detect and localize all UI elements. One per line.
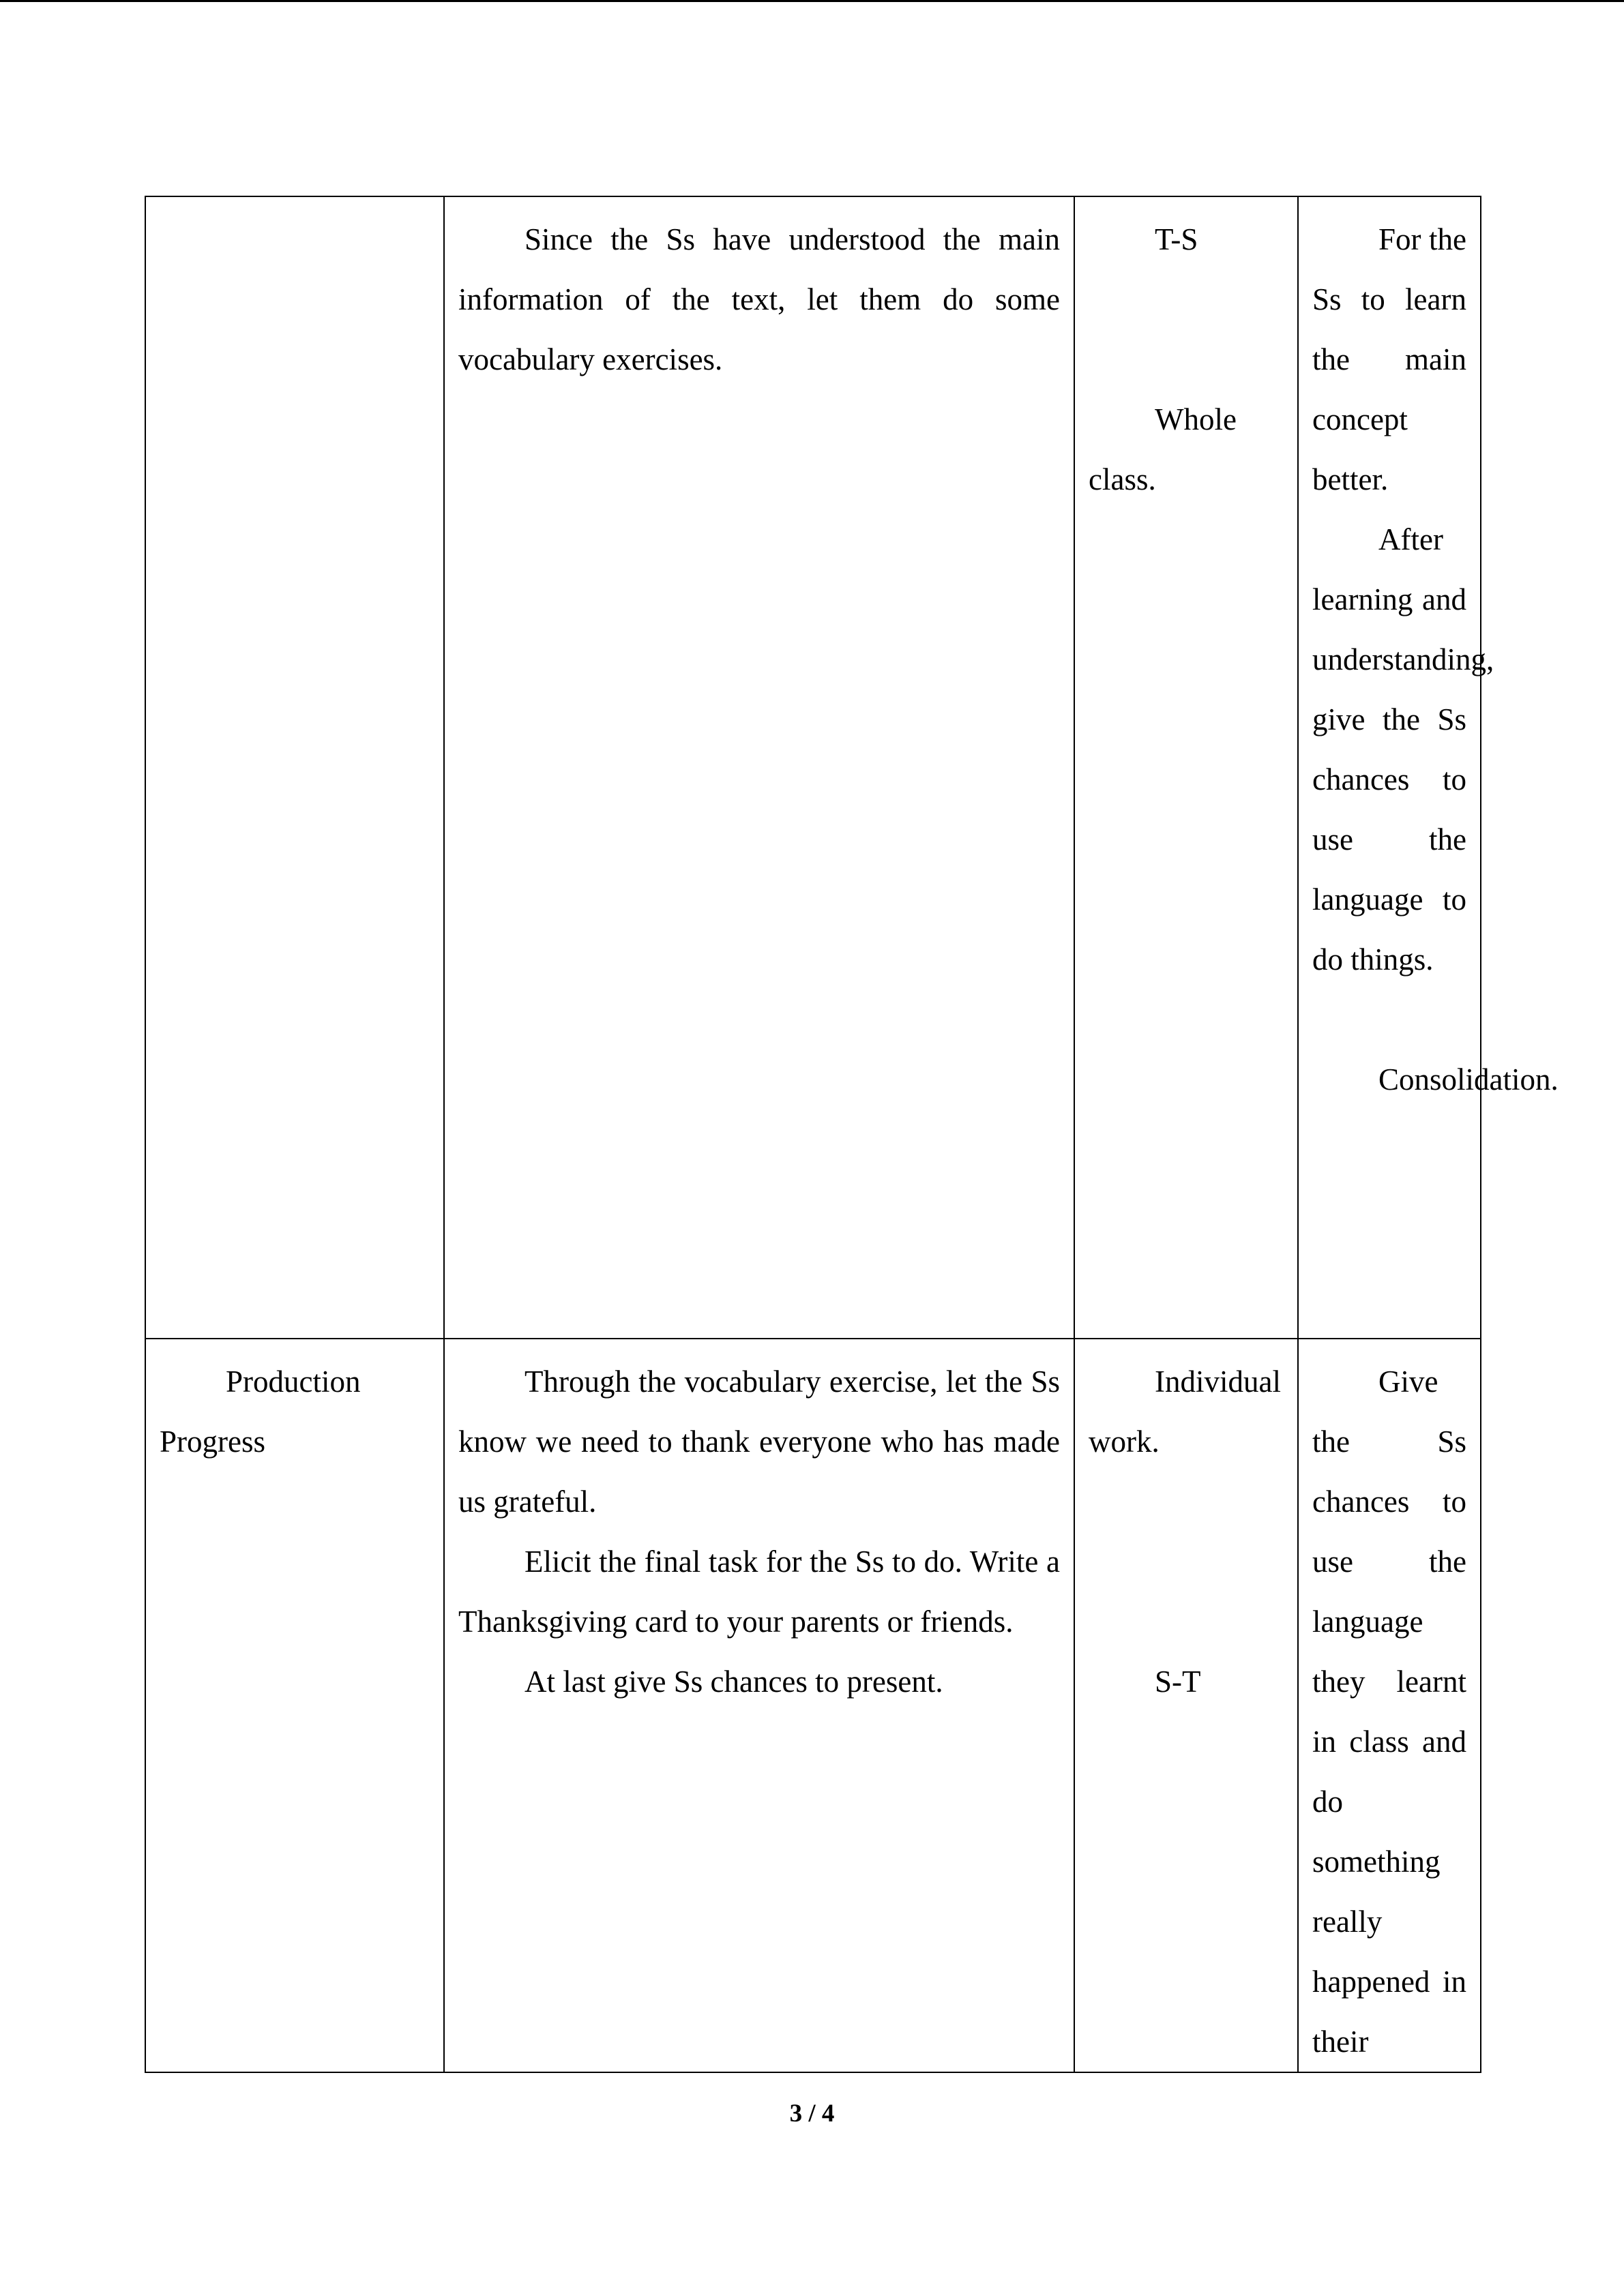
procedure-text: Since the Ss have understood the main information of the text, let them do some vocabulary exercises. bbox=[458, 222, 1060, 376]
procedures-cell bbox=[444, 1339, 1074, 2072]
cell-spacer bbox=[1089, 1472, 1284, 1652]
table-row bbox=[145, 196, 1481, 1339]
purpose-text: Consolidation. bbox=[1378, 1062, 1559, 1097]
stage-label: Production Progress bbox=[160, 1365, 361, 1459]
purpose-text: After learning and understanding, give the Ss chances to use the language to do things. bbox=[1312, 522, 1494, 976]
stage-cell bbox=[145, 196, 444, 1339]
interaction-cell bbox=[1074, 196, 1298, 1339]
lesson-plan-table bbox=[145, 196, 1559, 2073]
purpose-cell bbox=[1298, 1339, 1481, 2072]
procedure-text: At last give Ss chances to present. bbox=[525, 1665, 943, 1699]
interaction-text: Individual work. bbox=[1089, 1365, 1281, 1459]
procedure-text: Elicit the final task for the Ss to do. Write a Thanksgiving card to your parents or friends. bbox=[458, 1545, 1060, 1639]
interaction-cell bbox=[1074, 1339, 1298, 2072]
table-row bbox=[145, 1339, 1481, 2072]
purpose-cell bbox=[1298, 196, 1559, 1339]
interaction-text: T-S bbox=[1155, 222, 1198, 256]
stage-cell bbox=[145, 1339, 444, 2072]
interaction-text: S-T bbox=[1155, 1665, 1201, 1699]
purpose-text: For the Ss to learn the main concept better. bbox=[1312, 222, 1466, 496]
purpose-text: Give the Ss chances to use the language they learnt in class and do something really happened in their bbox=[1312, 1365, 1466, 2059]
top-border-line bbox=[0, 0, 1624, 2]
cell-spacer bbox=[1089, 269, 1284, 389]
cell-spacer bbox=[1312, 989, 1466, 1049]
procedures-cell bbox=[444, 196, 1074, 1339]
interaction-text: Whole class. bbox=[1089, 402, 1237, 496]
procedure-text: Through the vocabulary exercise, let the Ss know we need to thank everyone who has made us grateful. bbox=[458, 1365, 1060, 1519]
page-number: 3 / 4 bbox=[789, 2100, 835, 2128]
